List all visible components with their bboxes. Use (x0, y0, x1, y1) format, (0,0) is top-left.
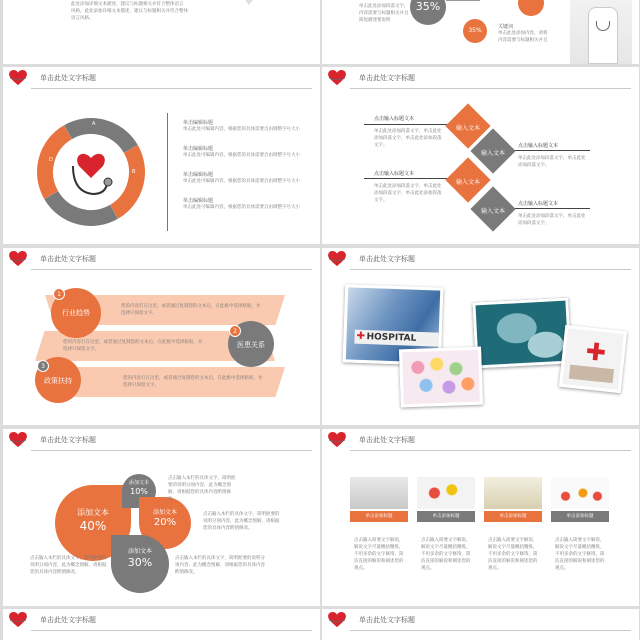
slide-partial-bottom-right[interactable] (322, 609, 639, 640)
title-underline (31, 269, 312, 270)
slide-partial-left[interactable] (3, 0, 320, 64)
slide-header (3, 429, 320, 453)
flow-diamond-label: 输入文本 (455, 125, 480, 132)
mid-text-line: 简短描述要说明 (359, 18, 391, 23)
slide-cards[interactable] (322, 429, 639, 606)
petal-label: 添加文本 (77, 508, 109, 517)
slide-petals[interactable] (3, 429, 320, 606)
cycle-item (183, 171, 303, 197)
petal-pct: 40% (79, 519, 107, 533)
ribbon-text: 您的内容打在这里，或者通过复制您的文本后，在此框中选择粘贴，并选择只保留文字。 (123, 376, 263, 388)
surgery-photo (472, 298, 571, 369)
cycle-item-title: 单击编辑标题 (183, 172, 214, 178)
flow-item-text: 单击此处添加段落文字，单击此处添加段落文字。 (518, 156, 586, 168)
pct-circle-large: 35% (410, 0, 446, 25)
title-underline (31, 450, 312, 451)
card-label: 单击添加标题 (484, 511, 542, 522)
petal-pct: 10% (130, 487, 148, 496)
slide-photos[interactable] (322, 248, 639, 425)
title-underline (31, 88, 312, 89)
card-text: 点击输入简要文字解说，解说文字尽量概括精炼，不用多余的文字修饰，简洁直接的解说和阐述您的观点。 (488, 538, 538, 571)
slide-title: 单击此处文字标题 (359, 255, 415, 263)
heart-icon (9, 432, 27, 448)
slide-header (3, 609, 320, 633)
ribbon-text: 您的内容打在这里，或者通过复制您的文本后，在此框中选择粘贴，并选择只保留文字。 (63, 340, 203, 352)
card-label: 单击添加标题 (417, 511, 475, 522)
ribbon-text: 您的内容打在这里，或者通过复制您的文本后，在此框中选择粘贴，并选择只保留文字。 (121, 304, 261, 316)
cycle-label-b: B (132, 169, 136, 175)
card-photo (551, 477, 609, 509)
cycle-item-text: 单击此处可编辑内容，根据您的具体需要自由调整字号大小 (183, 127, 300, 132)
red-cross-icon: ✚ (584, 337, 608, 368)
cycle-item-text: 单击此处可编辑内容，根据您的具体需要自由调整字号大小 (183, 153, 300, 158)
cycle-label-d: D (49, 157, 53, 163)
ribbon-label: 政策扶持 (44, 377, 72, 385)
partial-arrow-shape (235, 0, 263, 5)
heart-icon (328, 251, 346, 267)
card-text: 点击输入简要文字解说，解说文字尽量概括精炼，不用多余的文字修饰，简洁直接的解说和阐述您的观点。 (555, 538, 605, 571)
flow-item-title: 点击输入标题文本 (518, 201, 559, 207)
card-text: 点击输入简要文字解说，解说文字尽量概括精炼，不用多余的文字修饰，简洁直接的解说和阐述您的观点。 (354, 538, 404, 571)
slide-ribbon[interactable] (3, 248, 320, 425)
partial-text-block (71, 1, 221, 22)
partial-circle (518, 0, 544, 16)
flow-right-item (518, 200, 588, 227)
slide-header (3, 248, 320, 272)
title-underline (31, 630, 312, 631)
keyword-text-line: 单击此处添加内容，请将 (498, 31, 548, 36)
red-cross-icon: ✚ (356, 330, 366, 343)
keyword-text-line: 内容需要与标题相关并且 (498, 38, 548, 43)
keyword-label: 关键词 (498, 24, 514, 30)
cycle-item-list (183, 119, 303, 223)
hospital-sign: HOSPITAL (366, 332, 417, 344)
partial-mid-text (359, 3, 409, 24)
petal-text: 点击输入本栏的具体文字，简明扼要的说明分项内容，此为概念图解，请根据您的具体内容酌情修改。 (203, 512, 280, 531)
partial-text-line: 语言风格。 (71, 16, 94, 21)
firstaid-photo (559, 325, 627, 393)
flow-item-title: 点击输入标题文本 (374, 171, 415, 177)
heart-icon (9, 251, 27, 267)
card-text: 点击输入简要文字解说，解说文字尽量概括精炼，不用多余的文字修饰，简洁直接的解说和阐述您的观点。 (421, 538, 471, 571)
slide-title: 单击此处文字标题 (40, 255, 96, 263)
title-underline (350, 88, 631, 89)
slide-header (322, 67, 639, 91)
slide-partial-bottom-left[interactable] (3, 609, 320, 640)
ribbon-label: 行业趋势 (62, 309, 90, 317)
slide-title: 单击此处文字标题 (40, 616, 96, 624)
slide-diamond-flow[interactable] (322, 67, 639, 244)
partial-text-line: 此处添加详细文本描述，建议与标题相关并符合整体语言 (71, 2, 184, 7)
card-label: 单击添加标题 (350, 511, 408, 522)
petal-label: 添加文本 (128, 480, 149, 486)
flow-diamond-label: 输入文本 (480, 150, 505, 157)
heart-icon (9, 70, 27, 86)
doctor-photo (570, 0, 632, 64)
petal-text: 点击输入本栏的具体文字，简明扼要的说明分项内容，此为概念图解，请根据您的具体内容酌情修改。 (30, 556, 107, 575)
flow-left-item (374, 170, 444, 204)
card-photo (350, 477, 408, 509)
cycle-item-text: 单击此处可编辑内容，根据您的具体需要自由调整字号大小 (183, 179, 300, 184)
ribbon-num: 2 (229, 325, 241, 337)
petal-text: 点击输入本栏的具体文字，简明扼要的说明分项内容，此为概念图解，请根据您的具体内容酌情修改。 (168, 476, 236, 502)
slide-header (322, 248, 639, 272)
cycle-item-title: 单击编辑标题 (183, 120, 214, 126)
connector-line (446, 0, 480, 1)
cycle-label-a: A (92, 121, 96, 127)
ribbon-num: 1 (53, 288, 65, 300)
ribbon-label: 医患关系 (237, 341, 265, 349)
cycle-item-title: 单击编辑标题 (183, 198, 214, 204)
flow-diamond-label: 输入文本 (455, 179, 480, 186)
keyword-text (498, 30, 558, 44)
slide-cycle[interactable] (3, 67, 320, 244)
cycle-item-title: 单击编辑标题 (183, 146, 214, 152)
flow-right-item (518, 142, 588, 169)
flow-item-title: 点击输入标题文本 (374, 116, 415, 122)
heart-icon (328, 70, 346, 86)
petal-label: 添加文本 (152, 509, 177, 516)
heart-icon (328, 432, 346, 448)
slide-header (3, 67, 320, 91)
vertical-divider (167, 113, 168, 231)
cycle-item (183, 197, 303, 223)
flow-item-text: 单击此处添加段落文字，单击此处添加段落文字，单击此处添加段落文字。 (374, 184, 442, 203)
flow-item-title: 点击输入标题文本 (518, 143, 559, 149)
mid-text-line: 内容需要与标题相关并且 (359, 11, 409, 16)
cycle-item-text: 单击此处可编辑内容，根据您的具体需要自由调整字号大小 (183, 205, 300, 210)
petal-pct: 30% (127, 556, 153, 569)
cycle-item (183, 145, 303, 171)
heart-icon (328, 612, 346, 628)
title-underline (350, 269, 631, 270)
slide-header (322, 609, 639, 633)
slide-title: 单击此处文字标题 (359, 74, 415, 82)
title-underline (350, 630, 631, 631)
heart-icon (9, 612, 27, 628)
flow-item-text: 单击此处添加段落文字，单击此处添加段落文字，单击此处添加段落文字。 (374, 129, 442, 148)
slide-header (322, 429, 639, 453)
mid-text-line: 单击此处添加段落文字， (359, 4, 409, 9)
flow-diamond-label: 输入文本 (480, 208, 505, 215)
slide-title: 单击此处文字标题 (40, 74, 96, 82)
slide-title: 单击此处文字标题 (359, 616, 415, 624)
ribbon-num: 3 (37, 360, 49, 372)
slide-title: 单击此处文字标题 (40, 436, 96, 444)
card-label: 单击添加标题 (551, 511, 609, 522)
petal-label: 添加文本 (127, 548, 152, 555)
partial-text-line: 风格，此处添加详细文本描述，建议与标题相关并符合整体 (71, 9, 188, 14)
petal-text: 点击输入本栏的具体文字，简明扼要的说明分项内容，此为概念图解，请根据您的具体内容酌情修改。 (175, 556, 265, 575)
flow-item-text: 单击此处添加段落文字，单击此处添加段落文字。 (518, 214, 586, 226)
pills-photo (399, 347, 483, 408)
slide-partial-right[interactable] (322, 0, 639, 64)
cycle-label-c: C (83, 204, 87, 210)
card-photo (484, 477, 542, 509)
flow-left-item (374, 115, 444, 149)
cycle-item (183, 119, 303, 145)
title-underline (350, 450, 631, 451)
pct-circle-small: 35% (463, 19, 487, 43)
petal-pct: 20% (153, 517, 177, 528)
card-photo (417, 477, 475, 509)
slide-title: 单击此处文字标题 (359, 436, 415, 444)
